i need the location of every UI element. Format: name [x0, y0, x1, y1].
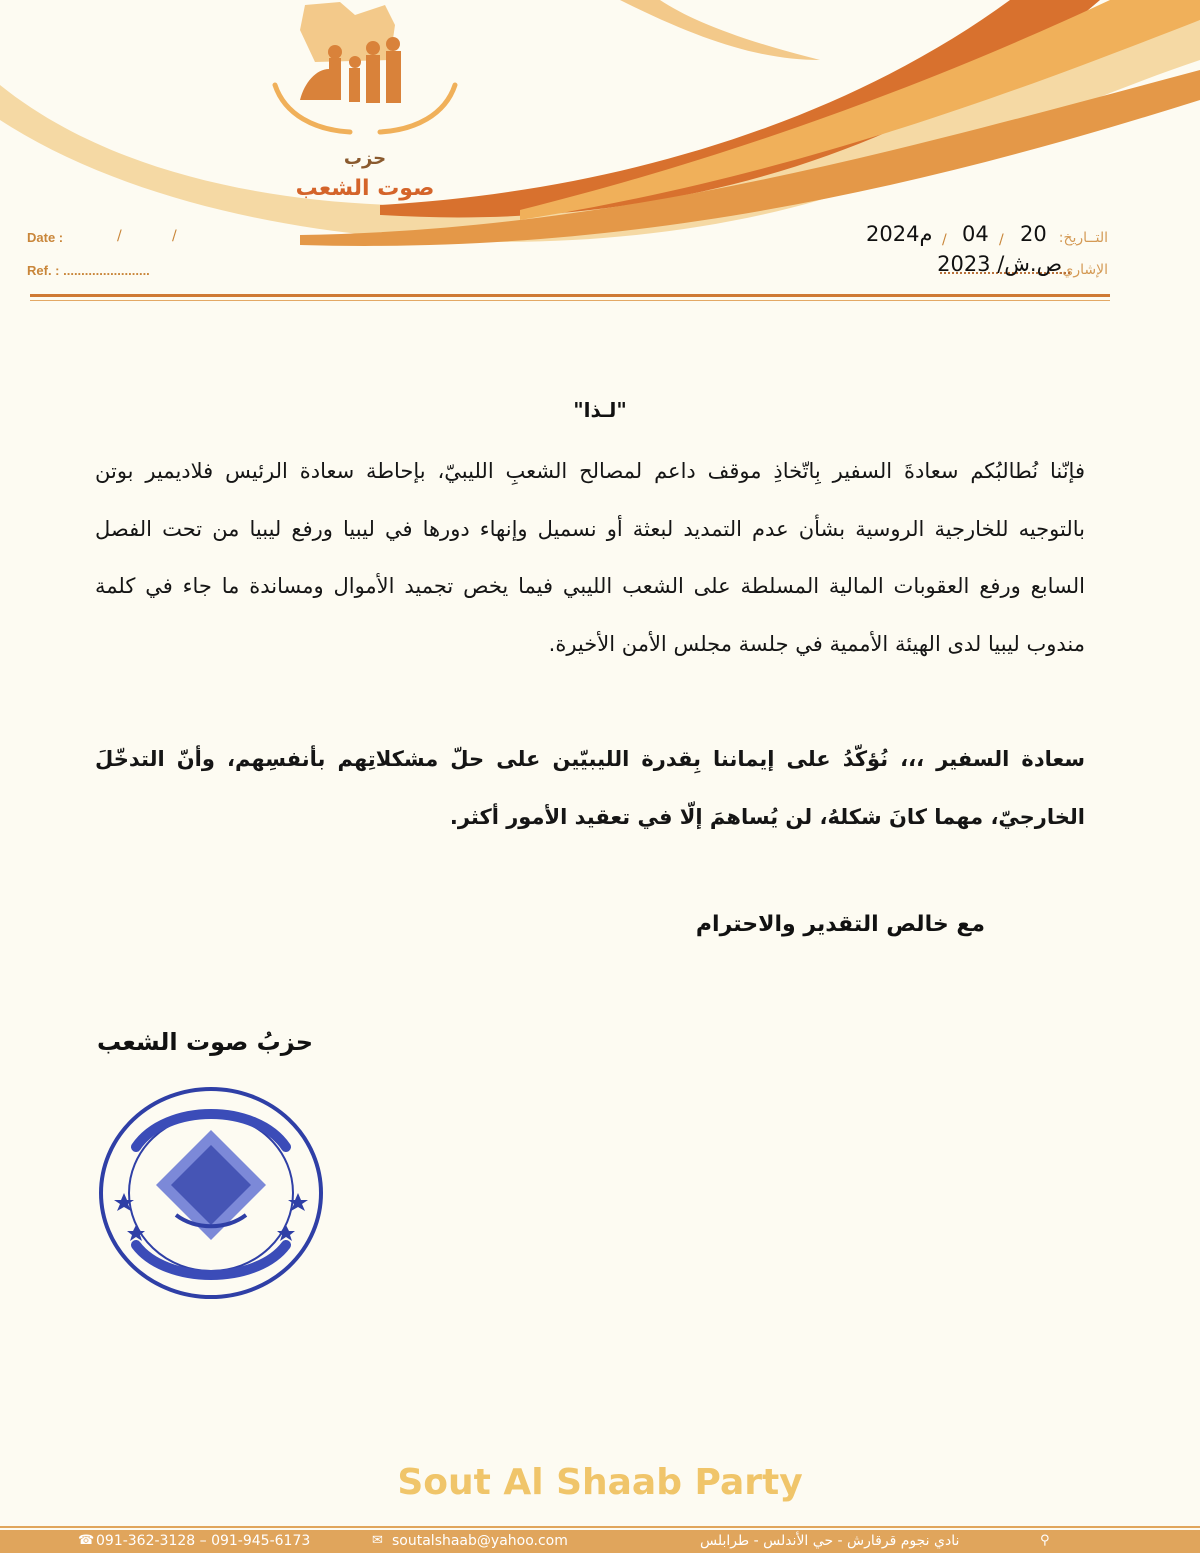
- logo-line2: صوت الشعب: [295, 176, 435, 201]
- ref-label-ar: الإشاري:: [1057, 262, 1108, 278]
- ref-value: ص.ش/ 2023: [937, 252, 1062, 276]
- date-sep-1: /: [999, 232, 1004, 248]
- date-label-ar: التــاريخ:: [1058, 230, 1108, 246]
- date-label-en: Date :: [27, 230, 64, 245]
- header-rule: [30, 294, 1110, 297]
- wheat-wreath: [275, 85, 455, 132]
- footer-email: soutalshaab@yahoo.com: [392, 1533, 568, 1549]
- date-slash-2: /: [172, 228, 177, 244]
- date-slash-1: /: [117, 228, 122, 244]
- date-year: 2024م: [866, 222, 933, 246]
- stamp-bottom-lettering: [136, 1245, 286, 1275]
- footer-rule: [0, 1526, 1200, 1528]
- ref-label-en: Ref. : ........................: [27, 263, 150, 278]
- paragraph-affirmation: سعادة السفير ،،، نُؤكّدُ على إيماننا بِقدرة الليبيّين على حلّ مشكلاتِهم بأنفسِهم، وأنّ التدخّلَ الخارجيّ، مهما كانَ شكلهُ، لن يُساهمَ إلّا في تعقيد الأمور أكثر.: [95, 747, 1085, 829]
- logo-emblem: [245, 0, 485, 150]
- date-month: 04: [962, 222, 989, 246]
- header-rule-thin: [30, 300, 1110, 301]
- signatory: حزبُ صوت الشعب: [97, 1028, 314, 1056]
- date-day: 20: [1020, 222, 1047, 246]
- letter-heading: "لـذا": [573, 398, 627, 422]
- official-stamp: [96, 1085, 326, 1301]
- logo-line1: حزب: [343, 148, 387, 169]
- email-icon: ✉: [372, 1533, 383, 1548]
- party-logo: [245, 0, 485, 215]
- location-pin-icon: ⚲: [1040, 1533, 1050, 1548]
- footer-address: نادي نجوم قرقارش - حي الأندلس - طرابلس: [700, 1533, 960, 1549]
- paragraph-demands: فإنّنا نُطالبُكم سعادةَ السفير بِاتّخاذِ موقف داعم لمصالح الشعبِ الليبيّ، بإحاطة سعادة الرئيس فلاديمير بوتن بالتوجيه للخارجية الروسية بشأن عدم التمديد لبعثة أو نسميل وإنهاء دورها في ليبيا ورفع ليبيا من تحت الفصل السابع ورفع العقوبات المالية المسلطة على الشعب الليبي فيما يخص تجميد الأموال ومساندة ما جاء في كلمة مندوب ليبيا لدى الهيئة الأممية في جلسة مجلس الأمن الأخيرة.: [95, 459, 1085, 656]
- date-sep-2: /: [942, 232, 947, 248]
- closing-salutation: مع خالص التقدير والاحترام: [695, 912, 985, 937]
- libya-map-shape: [300, 2, 395, 62]
- stamp-diamond-inner: [171, 1145, 251, 1225]
- footer-brand: Sout Al Shaab Party: [397, 1462, 803, 1503]
- phone-icon: ☎: [78, 1533, 95, 1548]
- swoosh-top-fleck: [620, 0, 820, 60]
- footer-phones: 091-362-3128 – 091-945-6173: [96, 1533, 311, 1549]
